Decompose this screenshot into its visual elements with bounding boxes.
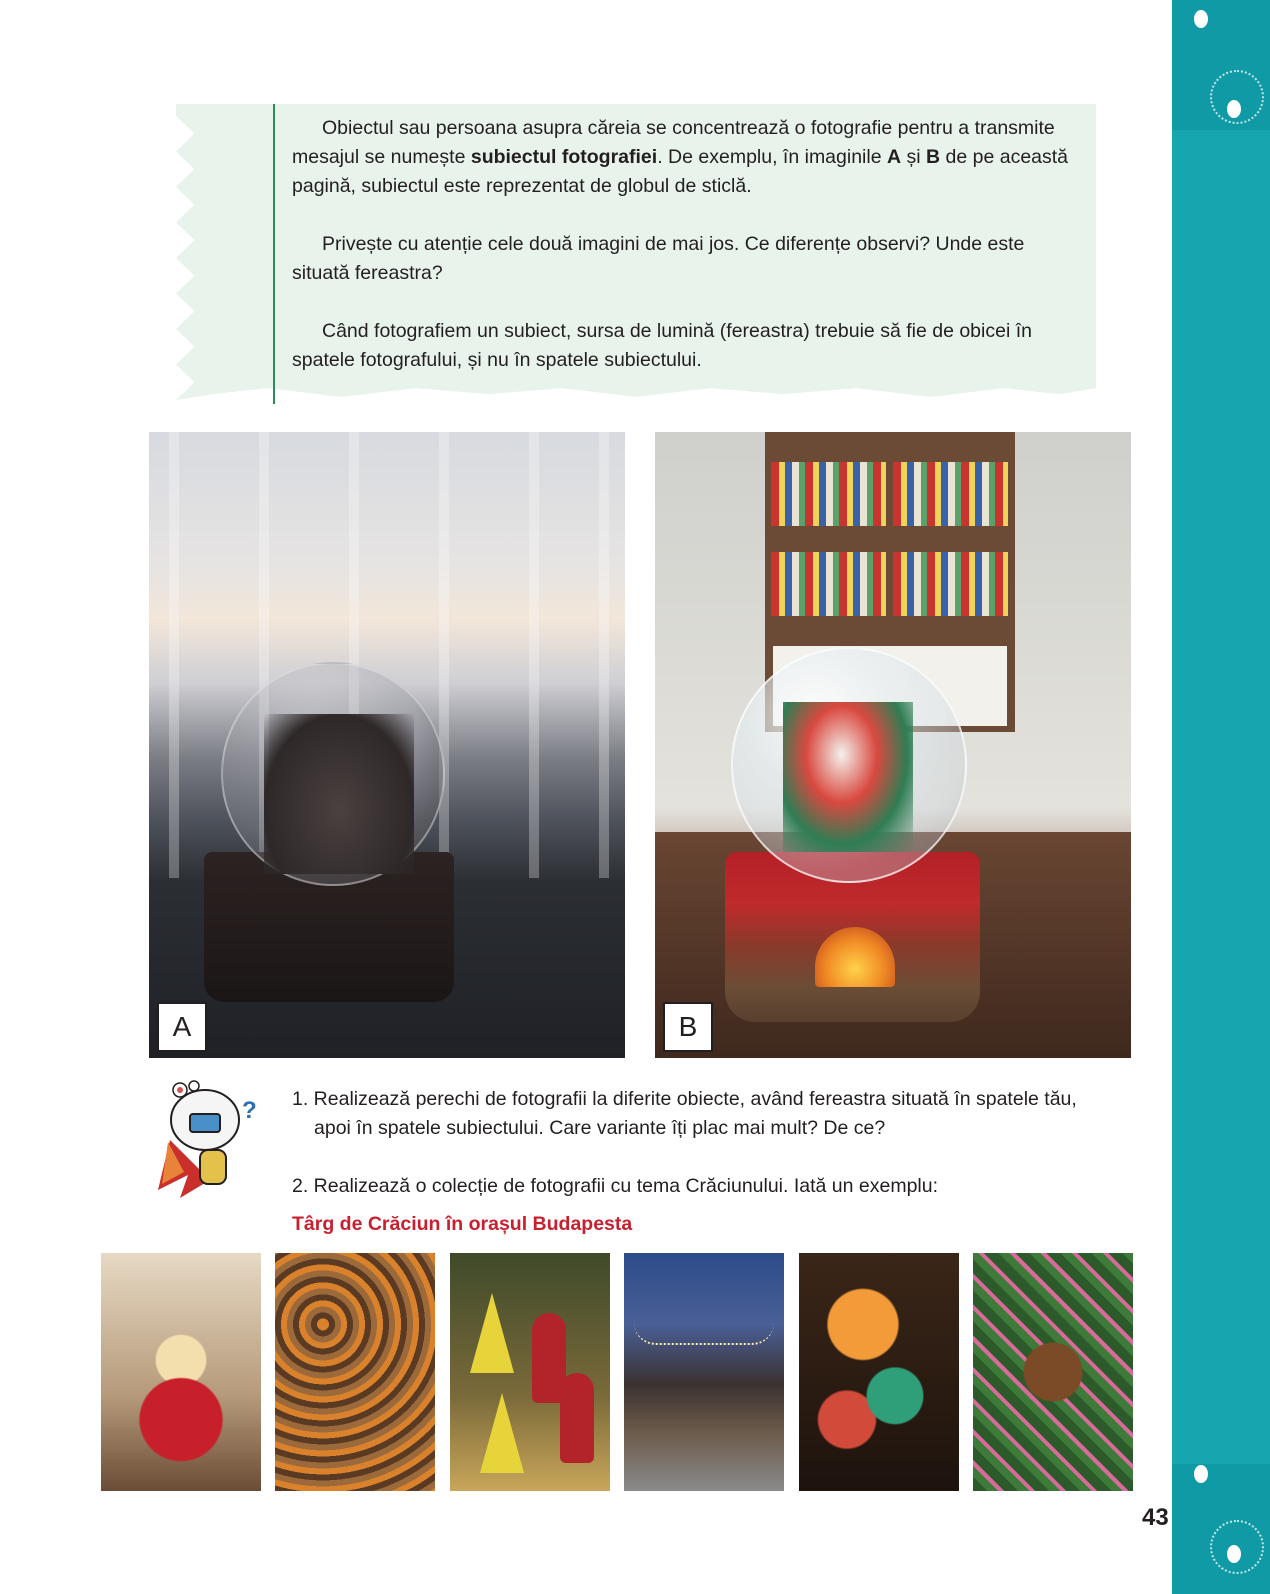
- tasks-list: [292, 1085, 1112, 1230]
- info-note-text: [292, 114, 1082, 404]
- gallery-title: Târg de Crăciun în orașul Budapesta: [292, 1213, 633, 1235]
- note-text-run: Obiectul sau persoana asupra căreia se concentrează o fotografie pentru a transmite mesajul se numește: [292, 117, 1055, 168]
- globe-figure-silhouette: [264, 714, 414, 874]
- side-decor-band: [1172, 0, 1270, 1594]
- photo-a-backlit-globe: [149, 432, 625, 1058]
- photo-label-b: B: [663, 1002, 713, 1052]
- note-paragraph-subject: [292, 114, 1082, 201]
- ceramic-gnome: [560, 1373, 594, 1463]
- gallery-photo-street-lights: [624, 1253, 784, 1491]
- gallery-photo-doll-ornament: [101, 1253, 261, 1491]
- note-margin-rule: [273, 104, 275, 404]
- note-text-run: de pe această pagină, subiectul este reprezentat de globul de sticlă.: [292, 146, 1069, 197]
- curtain-fold: [169, 432, 179, 878]
- curtain-fold: [529, 432, 539, 878]
- ceramic-tree: [480, 1393, 524, 1473]
- note-text-run: . De exemplu, în imaginile: [657, 146, 887, 168]
- gallery-photo-mosaic-lamps: [799, 1253, 959, 1491]
- ceramic-tree: [470, 1293, 514, 1373]
- note-paragraph-rule: Când fotografiem un subiect, sursa de lumină (fereastra) trebuie să fie de obicei în spatele fotografului, și nu în spatele subiectului.: [292, 320, 1032, 371]
- photo-label-a: A: [157, 1002, 207, 1052]
- gallery-photo-hanging-ornaments: [275, 1253, 435, 1491]
- curtain-fold: [599, 432, 609, 878]
- task-item-2: 2. Realizează o colecție de fotografii cu tema Crăciunului. Iată un exemplu:: [292, 1175, 939, 1197]
- term-subiectul-fotografiei: subiectul fotografiei: [470, 146, 658, 168]
- decor-dot: [1194, 10, 1208, 28]
- svg-text:?: ?: [242, 1097, 257, 1124]
- street-light-garland: [634, 1323, 774, 1345]
- decor-dot: [1194, 1465, 1208, 1483]
- note-paragraph-question: Privește cu atenție cele două imagini de mai jos. Ce diferențe observi? Unde este situată fereastra?: [292, 233, 1025, 284]
- photo-b-frontlit-globe: [655, 432, 1131, 1058]
- santa-figure: [783, 702, 913, 852]
- ref-image-a: A: [886, 146, 902, 168]
- note-text-run: și: [901, 146, 926, 168]
- thinking-character-icon: [150, 1080, 262, 1198]
- decor-ring: [1210, 70, 1264, 124]
- book-row: [893, 552, 1008, 616]
- book-row: [893, 462, 1008, 526]
- book-row: [771, 552, 886, 616]
- page-number: 43: [1142, 1504, 1169, 1531]
- ref-image-b: B: [926, 146, 941, 168]
- task-item-1: 1. Realizează perechi de fotografii la diferite obiecte, având fereastra situată în spatele tău, apoi în spatele subiectului. Care variante îți plac mai mult? De ce?: [292, 1088, 1077, 1139]
- curtain-fold: [439, 432, 449, 878]
- gallery-photo-wreath: [973, 1253, 1133, 1491]
- gallery-photo-ceramic-figurines: [450, 1253, 610, 1491]
- decor-ring: [1210, 1520, 1264, 1574]
- book-row: [771, 462, 886, 526]
